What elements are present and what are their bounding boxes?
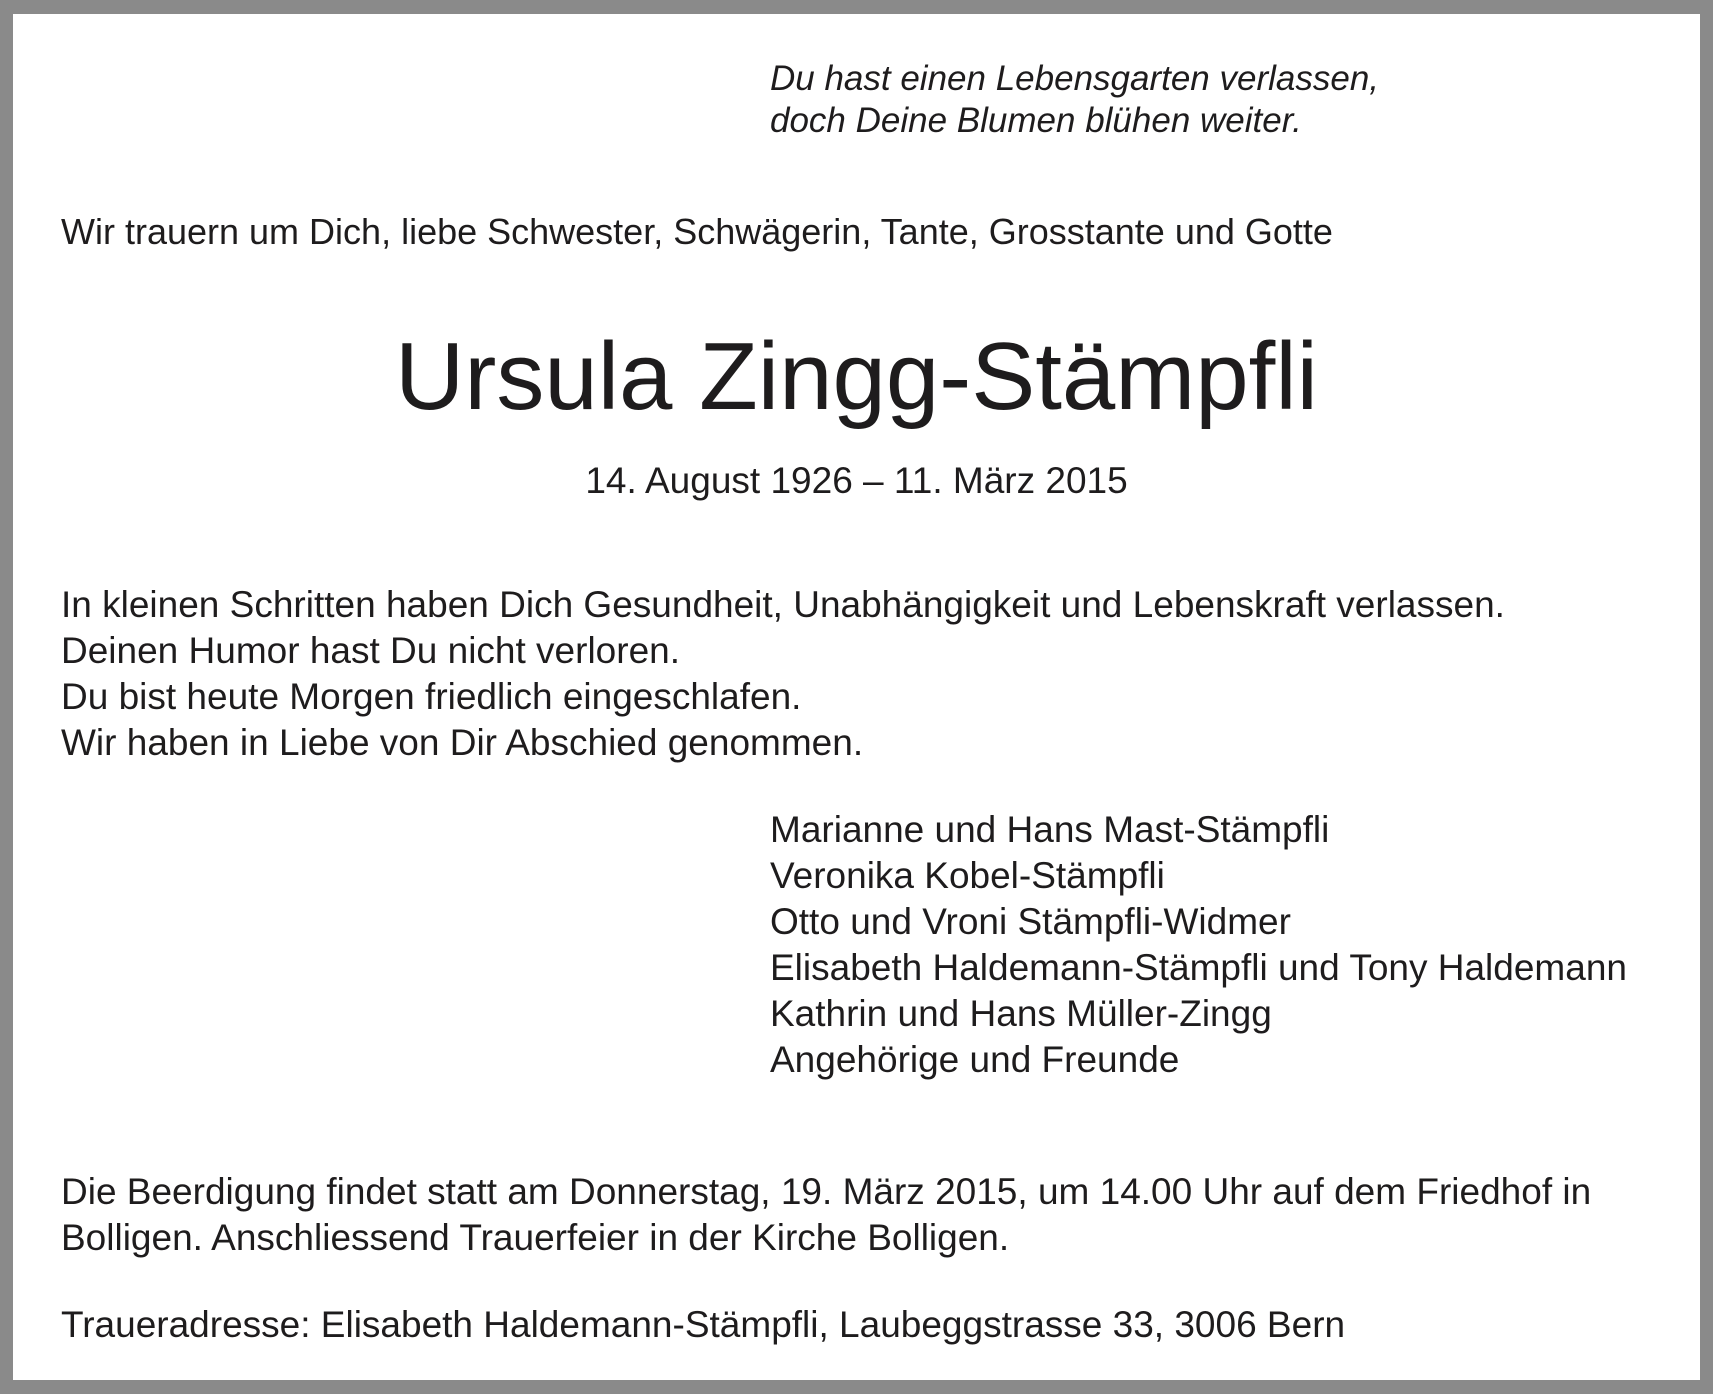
mourner-entry: Marianne und Hans Mast-Stämpfli <box>770 809 1330 850</box>
intro-text: Wir trauern um Dich, liebe Schwester, Schwägerin, Tante, Grosstante und Gotte <box>61 211 1333 252</box>
message-line: Deinen Humor hast Du nicht verloren. <box>61 630 681 671</box>
message-line: Du bist heute Morgen friedlich eingeschlafen. <box>61 676 802 717</box>
motto-line: Du hast einen Lebensgarten verlassen, <box>770 59 1380 98</box>
mourner-entry: Angehörige und Freunde <box>770 1039 1180 1080</box>
message-line: In kleinen Schritten haben Dich Gesundheit, Unabhängigkeit und Lebenskraft verlassen. <box>61 584 1505 625</box>
mourning-address: Traueradresse: Elisabeth Haldemann-Stämpfli, Laubeggstrasse 33, 3006 Bern <box>61 1304 1346 1345</box>
motto-line: doch Deine Blumen blühen weiter. <box>770 101 1302 140</box>
mourner-entry: Elisabeth Haldemann-Stämpfli und Tony Haldemann <box>770 947 1627 988</box>
message-line: Wir haben in Liebe von Dir Abschied genommen. <box>61 722 864 763</box>
funeral-line: Bolligen. Anschliessend Trauerfeier in der Kirche Bolligen. <box>61 1217 1010 1258</box>
mourner-entry: Kathrin und Hans Müller-Zingg <box>770 993 1272 1034</box>
life-dates: 14. August 1926 – 11. März 2015 <box>585 460 1128 501</box>
deceased-name: Ursula Zingg-Stämpfli <box>395 323 1318 430</box>
funeral-line: Die Beerdigung findet statt am Donnerstag, 19. März 2015, um 14.00 Uhr auf dem Friedhof in <box>61 1171 1592 1212</box>
obituary-card <box>13 14 1700 1380</box>
message-text <box>61 582 1505 766</box>
mourner-entry: Veronika Kobel-Stämpfli <box>770 855 1165 896</box>
funeral-notice <box>61 1169 1591 1261</box>
mourner-entry: Otto und Vroni Stämpfli-Widmer <box>770 901 1291 942</box>
mourners-list <box>770 807 1627 1083</box>
motto-quote <box>770 58 1379 142</box>
